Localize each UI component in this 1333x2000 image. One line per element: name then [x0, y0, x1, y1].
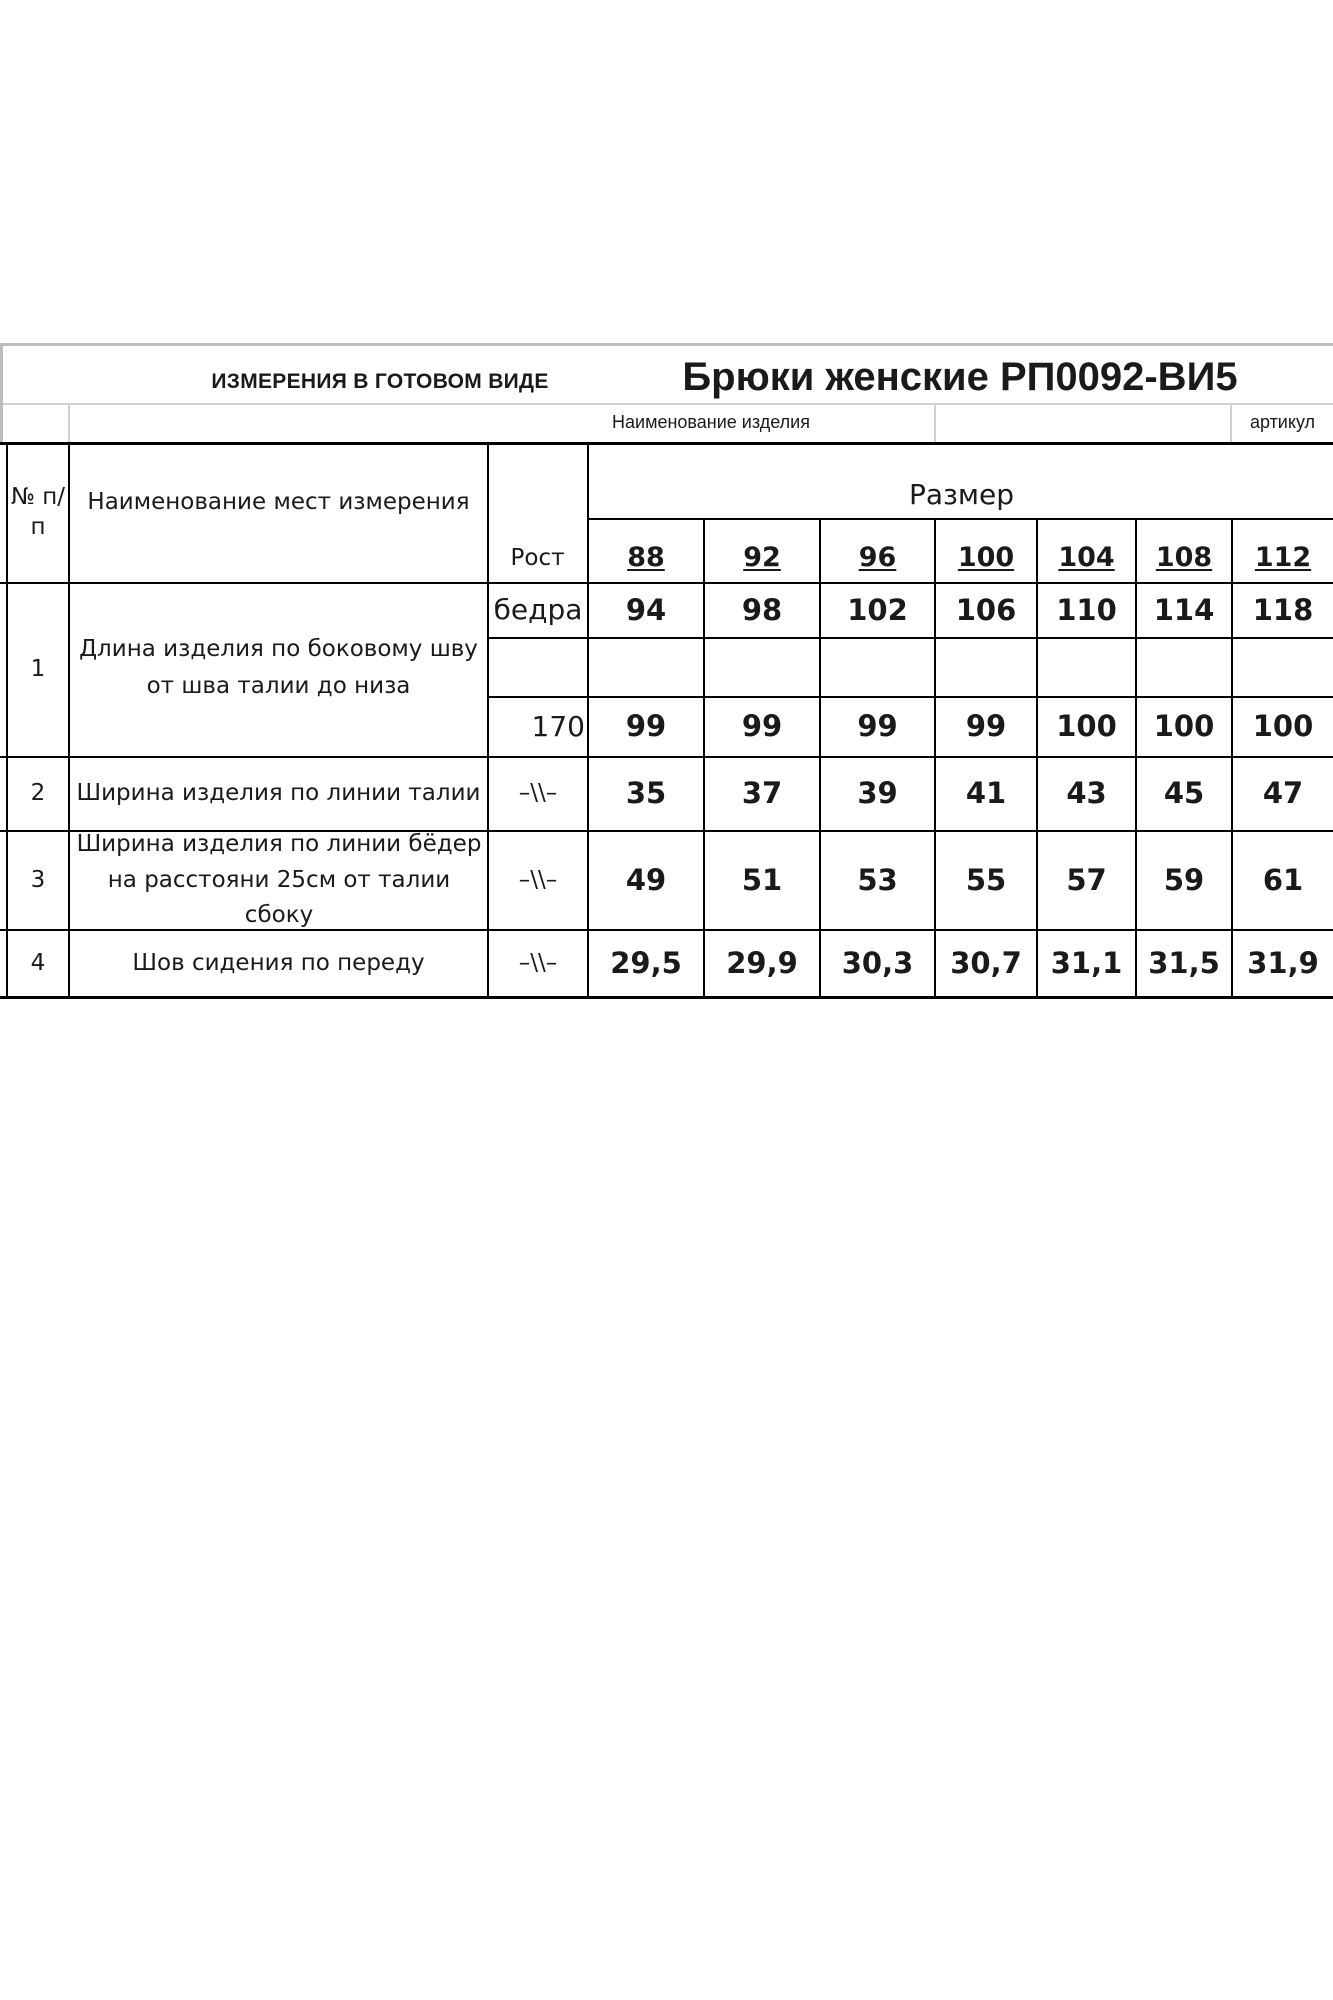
row3-value-cell: 53	[857, 862, 898, 897]
row1-index: 1	[30, 656, 46, 683]
row2-value-cell: 47	[1262, 776, 1304, 811]
row1-hips-cell: 118	[1252, 592, 1314, 627]
row1-hips-cell: 114	[1153, 592, 1215, 627]
row4-value-cell: 31,5	[1148, 945, 1220, 980]
row4-value-cell: 30,3	[841, 945, 914, 980]
row1-value-cell: 100	[1153, 709, 1215, 744]
row1-value-cell: 99	[857, 709, 898, 744]
row2-value-cell: 43	[1066, 776, 1107, 811]
size-112: 112	[1254, 542, 1312, 574]
row2-label: Ширина изделия по линии талии	[76, 780, 481, 807]
row4-label: Шов сидения по переду	[132, 949, 425, 976]
size-chart-sheet	[0, 343, 1333, 1001]
size-92: 92	[743, 542, 781, 574]
row4-ditto: –\\–	[518, 949, 558, 976]
row3-index: 3	[30, 866, 46, 893]
row1-height-value: 170	[531, 709, 585, 743]
row1-value-cell: 99	[965, 709, 1007, 744]
row4-index: 4	[30, 949, 46, 976]
row3-value-cell: 49	[625, 862, 667, 897]
row2-value-cell: 39	[857, 776, 898, 811]
row4-value-cell: 29,9	[726, 945, 798, 980]
row3-ditto: –\\–	[518, 866, 558, 893]
size-108: 108	[1155, 542, 1213, 574]
row2-value-cell: 45	[1163, 776, 1205, 811]
row4-value-cell: 30,7	[950, 945, 1022, 980]
row1-value-cell: 99	[741, 709, 783, 744]
row1-label: Длина изделия по боковому шву от шва талии до низа	[79, 636, 478, 699]
sheet-caption: ИЗМЕРЕНИЯ В ГОТОВОМ ВИДЕ	[211, 370, 549, 394]
size-100: 100	[957, 542, 1015, 574]
row2-value-cell: 35	[625, 776, 667, 811]
row3-value-cell: 51	[741, 862, 783, 897]
size-104: 104	[1058, 542, 1115, 574]
row3-value-cell: 57	[1066, 862, 1107, 897]
row1-hips-label: бедра	[493, 593, 583, 627]
row3-value-cell: 55	[965, 862, 1007, 897]
row1-hips-cell: 94	[625, 592, 667, 627]
row1-hips-cell: 110	[1056, 592, 1117, 627]
measure-header: Наименование мест измерения	[87, 489, 470, 516]
product-name-note: Наименование изделия	[612, 412, 810, 433]
row2-index: 2	[30, 780, 46, 807]
article-note: артикул	[1249, 412, 1316, 433]
row2-value-cell: 37	[741, 776, 783, 811]
product-title: Брюки женские РП0092-ВИ5	[682, 355, 1238, 399]
row4-value-cell: 29,5	[610, 945, 682, 980]
row1-value-cell: 100	[1252, 709, 1314, 744]
row1-value-cell: 100	[1056, 709, 1117, 744]
row1-hips-cell: 106	[955, 592, 1017, 627]
size-header: Размер	[908, 477, 1015, 511]
row4-value-cell: 31,9	[1247, 945, 1319, 980]
row2-value-cell: 41	[965, 776, 1007, 811]
size-88: 88	[627, 542, 665, 574]
row3-label: Ширина изделия по линии бёдер на расстояни 25см от талии сбоку	[76, 831, 482, 929]
height-header: Рост	[510, 545, 565, 572]
row3-value-cell: 61	[1262, 862, 1304, 897]
row4-value-cell: 31,1	[1050, 945, 1123, 980]
row2-ditto: –\\–	[518, 780, 558, 807]
row1-hips-cell: 102	[847, 592, 908, 627]
row1-hips-cell: 98	[741, 592, 783, 627]
size-96: 96	[858, 542, 897, 574]
index-header: № п/п	[10, 484, 66, 540]
row3-value-cell: 59	[1163, 862, 1205, 897]
row1-value-cell: 99	[625, 709, 667, 744]
